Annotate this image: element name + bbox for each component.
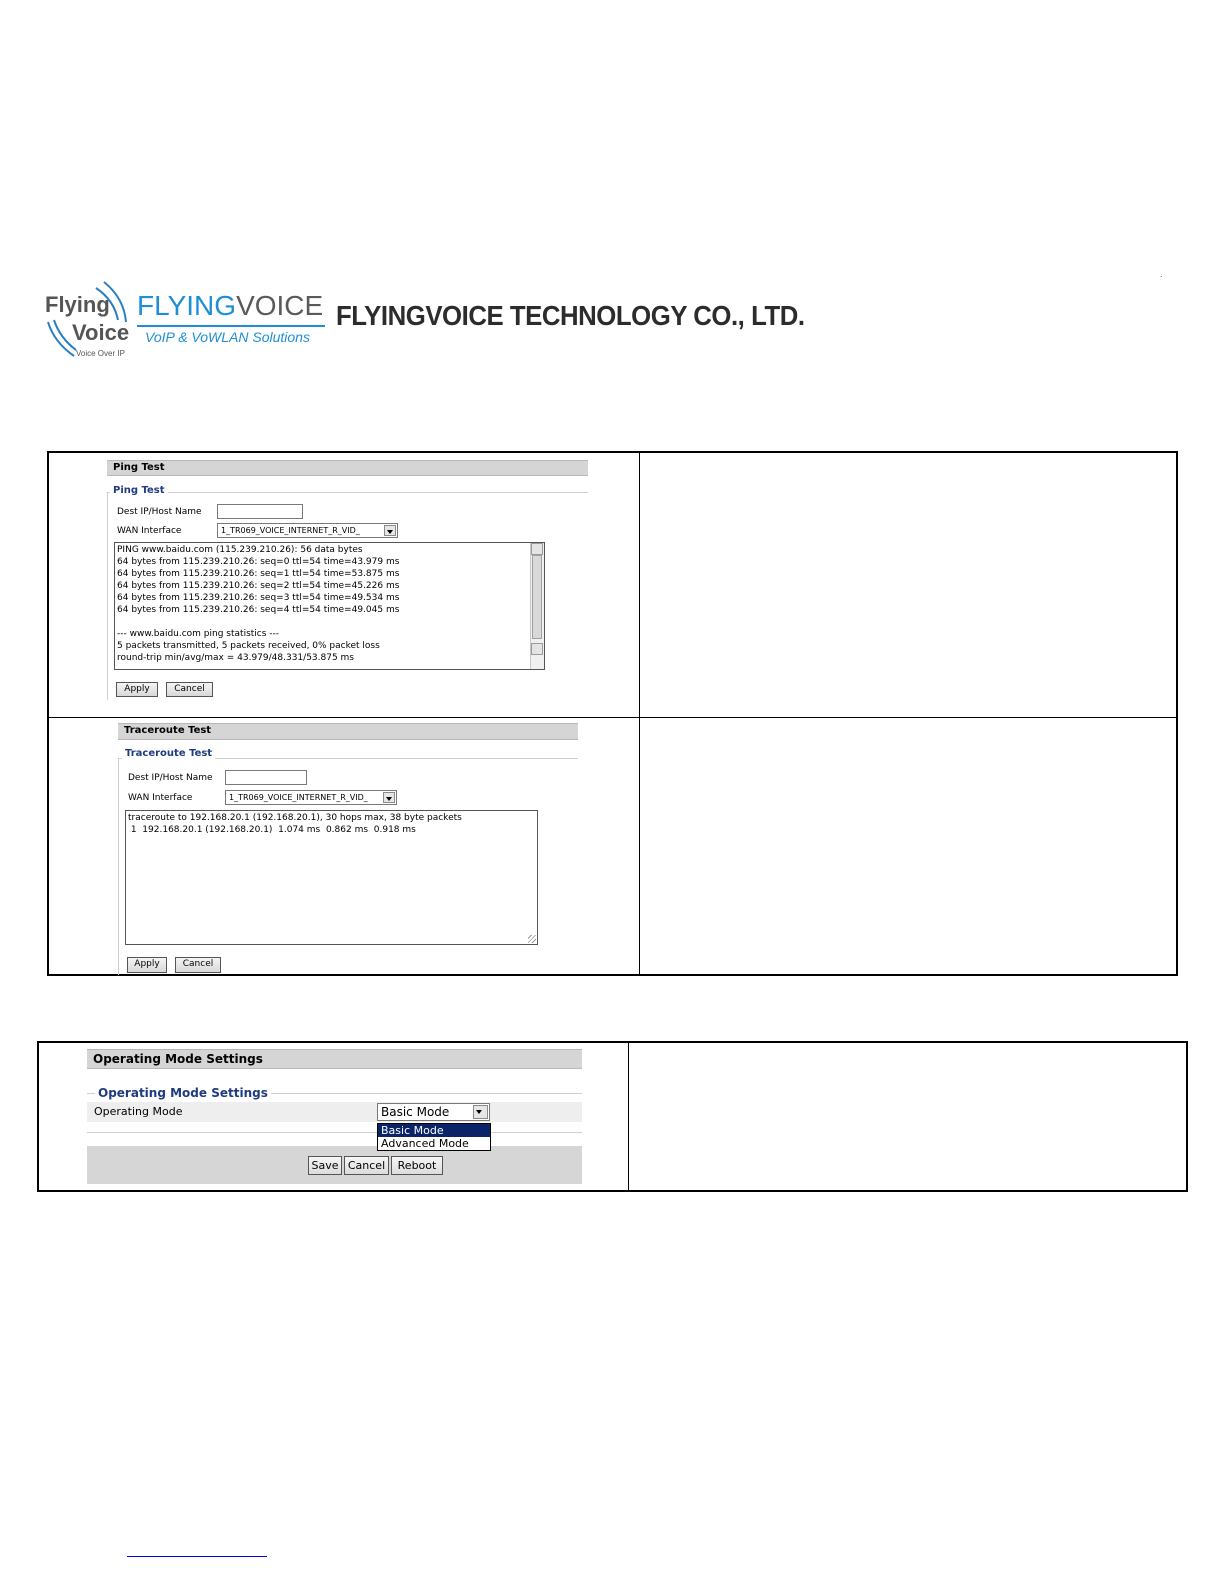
- output-line: 64 bytes from 115.239.210.26: seq=2 ttl=54 time=45.226 ms: [117, 581, 400, 591]
- output-line: 64 bytes from 115.239.210.26: seq=3 ttl=54 time=49.534 ms: [117, 593, 400, 603]
- ping-fieldset-left: [107, 492, 108, 700]
- output-line: [117, 616, 399, 628]
- scroll-thumb[interactable]: [532, 555, 542, 639]
- ping-dest-label: Dest IP/Host Name: [117, 507, 202, 517]
- chevron-down-icon[interactable]: [384, 525, 396, 536]
- traceroute-dest-label: Dest IP/Host Name: [128, 773, 213, 783]
- chevron-down-icon[interactable]: [383, 792, 395, 803]
- save-button[interactable]: Save: [308, 1156, 342, 1175]
- traceroute-test-panel: [118, 723, 578, 975]
- output-line: round-trip min/avg/max = 43.979/48.331/53.875 ms: [117, 653, 354, 663]
- operating-mode-selected: Basic Mode: [381, 1105, 450, 1119]
- output-line: traceroute to 192.168.20.1 (192.168.20.1), 30 hops max, 38 byte packets: [128, 813, 462, 823]
- traceroute-title-bar: Traceroute Test: [118, 723, 578, 740]
- output-line: PING www.baidu.com (115.239.210.26): 56 data bytes: [117, 545, 363, 555]
- brand-wordmark: [137, 290, 327, 352]
- table2-column-divider: [628, 1042, 629, 1191]
- traceroute-wan-value: 1_TR069_VOICE_INTERNET_R_VID_: [229, 793, 368, 802]
- ping-fieldset-line: [107, 492, 588, 493]
- scroll-down-icon[interactable]: [531, 643, 543, 655]
- chevron-down-icon[interactable]: [473, 1105, 488, 1119]
- traceroute-apply-button[interactable]: Apply: [127, 957, 167, 973]
- ping-wan-select[interactable]: [217, 523, 398, 538]
- ping-legend: Ping Test: [110, 485, 168, 496]
- dropdown-option[interactable]: Advanced Mode: [381, 1137, 469, 1150]
- ping-title-bar: Ping Test: [107, 460, 588, 476]
- operating-mode-select[interactable]: [377, 1103, 490, 1121]
- operating-mode-title-bar: Operating Mode Settings: [87, 1049, 582, 1069]
- traceroute-wan-label: WAN Interface: [128, 793, 193, 803]
- output-line: 64 bytes from 115.239.210.26: seq=1 ttl=54 time=53.875 ms: [117, 569, 400, 579]
- output-line: 1 192.168.20.1 (192.168.20.1) 1.074 ms 0.862 ms 0.918 ms: [128, 825, 416, 835]
- operating-mode-dropdown[interactable]: [377, 1123, 491, 1151]
- reboot-button[interactable]: Reboot: [391, 1156, 443, 1175]
- logo-line1: Flying: [45, 292, 110, 317]
- resize-grip-icon[interactable]: [528, 935, 536, 943]
- scroll-up-icon[interactable]: [531, 543, 543, 555]
- corner-mark: .: [1160, 270, 1163, 279]
- ping-wan-label: WAN Interface: [117, 526, 182, 536]
- company-name: FLYINGVOICE TECHNOLOGY CO., LTD.: [336, 300, 805, 331]
- ping-test-panel: [107, 460, 588, 700]
- output-line: 64 bytes from 115.239.210.26: seq=4 ttl=54 time=49.045 ms: [117, 605, 400, 615]
- operating-mode-separator: [87, 1132, 582, 1133]
- table1-column-divider: [639, 452, 640, 975]
- operating-mode-legend: Operating Mode Settings: [95, 1086, 271, 1100]
- traceroute-wan-select[interactable]: [225, 790, 397, 805]
- operating-mode-label: Operating Mode: [94, 1105, 183, 1118]
- output-line: 64 bytes from 115.239.210.26: seq=0 ttl=54 time=43.979 ms: [117, 557, 400, 567]
- brand-part2: VOICE: [236, 290, 324, 321]
- brand-tagline: VoIP & VoWLAN Solutions: [145, 329, 310, 345]
- ping-output-textarea[interactable]: [114, 542, 545, 670]
- traceroute-legend: Traceroute Test: [122, 748, 215, 759]
- logo-line2: Voice: [72, 320, 130, 345]
- traceroute-fieldset-left: [118, 758, 119, 975]
- ping-wan-value: 1_TR069_VOICE_INTERNET_R_VID_: [221, 526, 360, 535]
- flyingvoice-logo-icon: [44, 280, 130, 360]
- dropdown-option[interactable]: Basic Mode: [378, 1124, 490, 1137]
- output-line: 5 packets transmitted, 5 packets received, 0% packet loss: [117, 641, 380, 651]
- traceroute-cancel-button[interactable]: Cancel: [175, 957, 221, 973]
- ping-dest-input[interactable]: [217, 504, 303, 519]
- logo-tagline: Voice Over IP: [76, 349, 125, 358]
- traceroute-dest-input[interactable]: [225, 770, 307, 785]
- output-line: --- www.baidu.com ping statistics ---: [117, 629, 280, 639]
- footer-link[interactable]: [127, 1556, 267, 1557]
- ping-apply-button[interactable]: Apply: [116, 682, 158, 697]
- table1-row-divider: [48, 717, 1177, 718]
- brand-part1: FLYING: [137, 290, 237, 321]
- operating-mode-panel: [87, 1049, 582, 1184]
- cancel-button[interactable]: Cancel: [344, 1156, 389, 1175]
- ping-scrollbar[interactable]: [530, 543, 544, 669]
- traceroute-output-textarea[interactable]: [125, 810, 538, 945]
- ping-cancel-button[interactable]: Cancel: [166, 682, 213, 697]
